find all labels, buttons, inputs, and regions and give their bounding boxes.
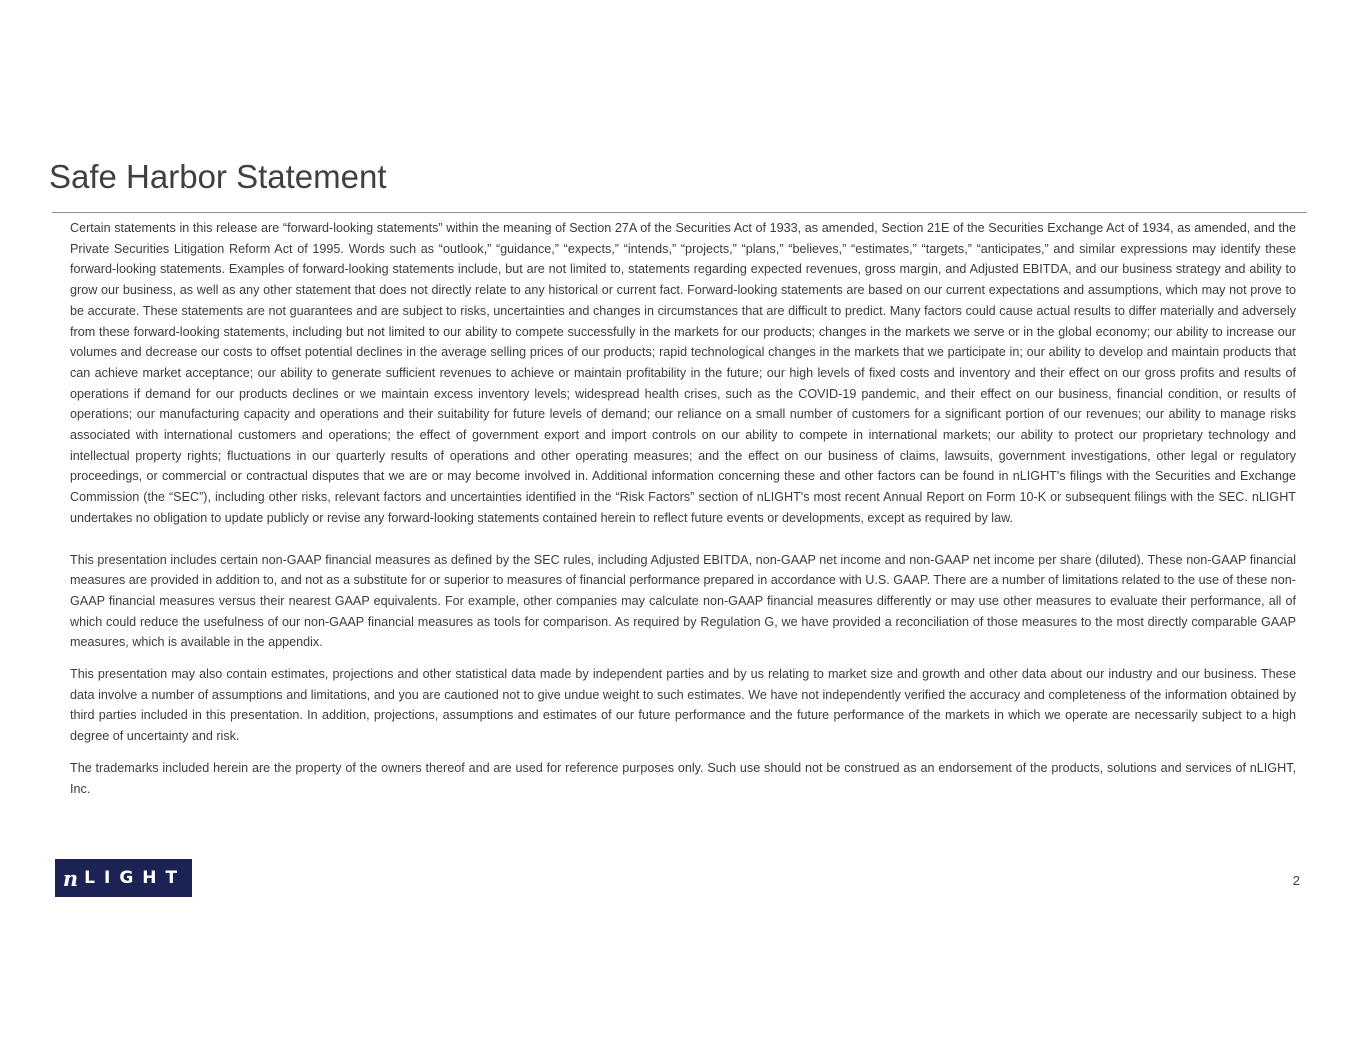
safe-harbor-body: [70, 218, 1296, 799]
nlight-logo: [55, 859, 192, 897]
estimates-paragraph: This presentation may also contain estimates, projections and other statistical data made by independent parties and by us relating to market size and growth and other data about our industry and our business. These data involve a number of assumptions and limitations, and you are cautioned not to give undue weight to such estimates. We have not independently verified the accuracy and completeness of the information obtained by third parties included in this presentation. In addition, projections, assumptions and estimates of our future performance and the future performance of the markets in which we operate are necessarily subject to a high degree of uncertainty and risk.: [70, 667, 1296, 744]
page-number: 2: [1292, 873, 1300, 888]
non-gaap-paragraph: This presentation includes certain non-GAAP financial measures as defined by the SEC rules, including Adjusted EBITDA, non-GAAP net income and non-GAAP net income per share (diluted). These non-GAAP financial measures are provided in addition to, and not as a substitute for or superior to measures of financial performance prepared in accordance with U.S. GAAP. There are a number of limitations related to the use of these non-GAAP financial measures versus their nearest GAAP equivalents. For example, other companies may calculate non-GAAP financial measures differently or may use other measures to evaluate their performance, all of which could reduce the usefulness of our non-GAAP financial measures as tools for comparison. As required by Regulation G, we have provided a reconciliation of those measures to the most directly comparable GAAP measures, which is available in the appendix.: [70, 552, 1297, 650]
logo-prefix: n: [62, 865, 79, 891]
title-divider: [52, 212, 1307, 213]
trademarks-paragraph: The trademarks included herein are the property of the owners thereof and are used for reference purposes only. Such use should not be construed as an endorsement of the products, solutions and services of nLIGHT, Inc.: [70, 760, 1296, 796]
logo-wordmark: LIGHT: [84, 867, 187, 888]
forward-looking-paragraph: Certain statements in this release are “forward-looking statements” within the meaning of Section 27A of the Securities Act of 1933, as amended, Section 21E of the Securities Exchange Act of 1934, as amended, and the Private Securities Litigation Reform Act of 1995. Words such as “outlook,” “guidance,” “expects,” “intends,” “projects,” “plans,” “believes,” “estimates,” “targets,” “anticipates,” and similar expressions may identify these forward-looking statements. Examples of forward-looking statements include, but are not limited to, statements regarding expected revenues, gross margin, and Adjusted EBITDA, and our business strategy and ability to grow our business, as well as any other statement that does not directly relate to any historical or current fact. Forward-looking statements are based on our current expectations and assumptions, which may not prove to be accurate. These statements are not guarantees and are subject to risks, uncertainties and changes in circumstances that are difficult to predict. Many factors could cause actual results to differ materially and adversely from these forward-looking statements, including but not limited to our ability to compete successfully in the markets for our products; changes in the markets we serve or in the global economy; our ability to increase our volumes and decrease our costs to offset potential declines in the average selling prices of our products; rapid technological changes in the markets that we participate in; our ability to develop and maintain products that can achieve market acceptance; our ability to generate sufficient revenues to achieve or maintain profitability in the future; our high levels of fixed costs and inventory and their effect on our gross profits and results of operations if demand for our products declines or we maintain excess inventory levels; widespread health crises, such as the COVID-19 pandemic, and their effect on our business, financial condition, or results of operations; our manufacturing capacity and operations and their suitability for future levels of demand; our reliance on a small number of customers for a significant portion of our revenues; our ability to manage risks associated with international customers and operations; the effect of government export and import controls on our ability to compete in international markets; our ability to protect our proprietary technology and intellectual property rights; fluctuations in our quarterly results of operations and other operating measures; and the effect on our business of claims, lawsuits, government investigations, other legal or regulatory proceedings, or commercial or contractual disputes that we are or may become involved in. Additional information concerning these and other factors can be found in nLIGHT's filings with the Securities and Exchange Commission (the “SEC”), including other risks, relevant factors and uncertainties identified in the “Risk Factors” section of nLIGHT's most recent Annual Report on Form 10-K or subsequent filings with the SEC. nLIGHT undertakes no obligation to update publicly or revise any forward-looking statements contained herein to reflect future events or developments, except as required by law.: [70, 221, 1296, 525]
slide-title: Safe Harbor Statement: [49, 158, 387, 195]
